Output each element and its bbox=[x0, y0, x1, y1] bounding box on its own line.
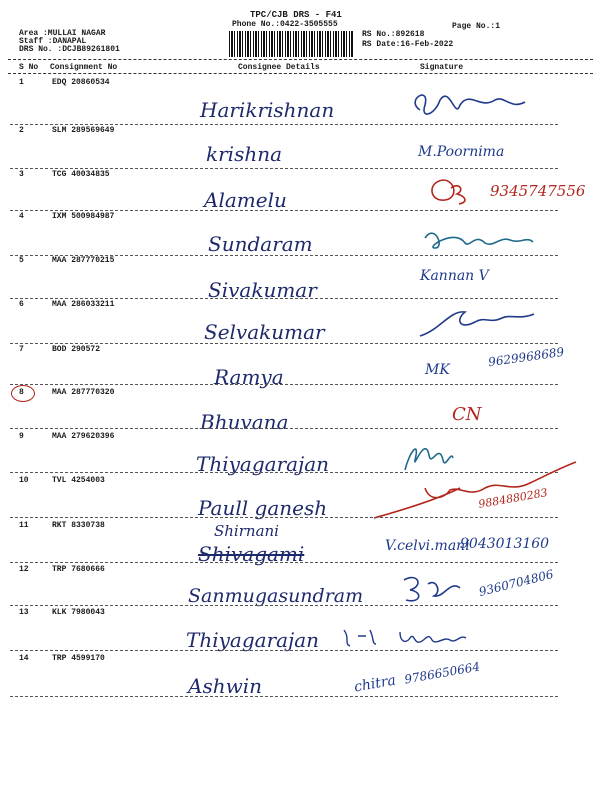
row-sno: 10 bbox=[19, 476, 29, 485]
row-sno: 6 bbox=[19, 300, 24, 309]
row-divider bbox=[10, 124, 558, 125]
row-sno: 13 bbox=[19, 608, 29, 617]
row-divider bbox=[10, 428, 558, 429]
signature-phone: 9043013160 bbox=[460, 536, 550, 552]
staff: Staff :DANAPAL bbox=[19, 37, 87, 46]
col-consignee: Consignee Details bbox=[238, 63, 320, 72]
row-divider bbox=[10, 650, 558, 651]
row-sno: 5 bbox=[19, 256, 24, 265]
row-divider bbox=[10, 517, 558, 518]
consignee-name: Thiyagarajan bbox=[186, 628, 320, 652]
row-divider bbox=[10, 696, 558, 697]
phone-number: Phone No.:0422-3505555 bbox=[232, 20, 338, 29]
consignee-name: Harikrishnan bbox=[200, 98, 335, 122]
row-divider bbox=[10, 210, 558, 211]
divider bbox=[8, 59, 593, 60]
consignee-name: Bhuvana bbox=[200, 410, 289, 434]
area: Area :MULLAI NAGAR bbox=[19, 29, 106, 38]
row-sno: 8 bbox=[19, 388, 24, 397]
row-sno: 1 bbox=[19, 78, 24, 87]
consignee-name: krishna bbox=[206, 142, 283, 166]
row-sno: 4 bbox=[19, 212, 24, 221]
page-number: Page No.:1 bbox=[452, 22, 501, 31]
signature-text: chitra bbox=[352, 672, 398, 696]
consignee-name: Thiyagarajan bbox=[196, 452, 330, 476]
row-consignment: MAA 286033211 bbox=[52, 300, 115, 309]
col-signature: Signature bbox=[420, 63, 464, 72]
rs-date: RS Date:16-Feb-2022 bbox=[362, 40, 454, 49]
row-consignment: BOD 290572 bbox=[52, 345, 101, 354]
consignee-name: Paull ganesh bbox=[198, 496, 328, 520]
row-divider bbox=[10, 298, 558, 299]
signature-text: M.Poornima bbox=[418, 144, 505, 160]
row-consignment: TRP 4599170 bbox=[52, 654, 105, 663]
row-sno: 7 bbox=[19, 345, 24, 354]
signature-phone: 9345747556 bbox=[490, 182, 586, 200]
row-consignment: RKT 8330738 bbox=[52, 521, 105, 530]
row-consignment: MAA 287770215 bbox=[52, 256, 115, 265]
barcode bbox=[229, 31, 353, 57]
row-consignment: TRP 7680666 bbox=[52, 565, 105, 574]
signature-scribble bbox=[400, 80, 530, 125]
consignee-name: Selvakumar bbox=[204, 320, 325, 344]
row-sno: 11 bbox=[19, 521, 29, 530]
row-consignment: TVL 4254003 bbox=[52, 476, 105, 485]
handwritten-correction: Shirnani bbox=[214, 522, 279, 540]
row-consignment: IXM 500984987 bbox=[52, 212, 115, 221]
rs-number: RS No.:892618 bbox=[362, 30, 425, 39]
consignee-name: Alamelu bbox=[204, 188, 287, 212]
signature-phone: 9786650664 bbox=[403, 659, 481, 687]
consignee-name: Ramya bbox=[214, 365, 284, 389]
row-consignment: EDQ 20860534 bbox=[52, 78, 110, 87]
row-divider bbox=[10, 384, 558, 385]
signature-text: Kannan V bbox=[420, 268, 489, 284]
signature-text: CN bbox=[452, 404, 482, 425]
row-sno: 14 bbox=[19, 654, 29, 663]
consignee-name: Shivagami bbox=[198, 542, 305, 566]
signature-phone: 9360704806 bbox=[477, 566, 555, 600]
col-consignment: Consignment No bbox=[50, 63, 118, 72]
signature-scribble bbox=[398, 570, 468, 606]
row-consignment: MAA 279620396 bbox=[52, 432, 115, 441]
signature-scribble bbox=[415, 218, 535, 254]
col-sno: S No bbox=[19, 63, 39, 72]
divider bbox=[8, 73, 593, 74]
row-sno: 3 bbox=[19, 170, 24, 179]
signature-scribble bbox=[425, 172, 475, 208]
row-divider bbox=[10, 605, 558, 606]
row-consignment: TCG 40034835 bbox=[52, 170, 110, 179]
row-divider bbox=[10, 168, 558, 169]
signature-text: V.celvi.mani bbox=[385, 538, 470, 554]
signature-phone: 9884880283 bbox=[477, 486, 549, 511]
signature-text: MK bbox=[425, 362, 450, 378]
signature-scribble bbox=[370, 458, 582, 524]
consignee-name: Sundaram bbox=[208, 232, 313, 256]
row-sno: 2 bbox=[19, 126, 24, 135]
signature-phone: 9629968689 bbox=[487, 344, 565, 370]
consignee-name: Ashwin bbox=[188, 674, 262, 698]
row-consignment: SLM 289569649 bbox=[52, 126, 115, 135]
row-sno: 12 bbox=[19, 565, 29, 574]
consignee-name: Sivakumar bbox=[208, 278, 317, 302]
sheet-title: TPC/CJB DRS - F41 bbox=[250, 10, 342, 20]
row-divider bbox=[10, 343, 558, 344]
row-consignment: MAA 287770320 bbox=[52, 388, 115, 397]
signature-scribble bbox=[340, 624, 470, 650]
consignee-name: Sanmugasundram bbox=[188, 585, 364, 607]
signature-scribble bbox=[410, 300, 540, 342]
drs-number: DRS No. :DCJB89261801 bbox=[19, 45, 120, 54]
row-divider bbox=[10, 562, 558, 563]
row-consignment: KLK 7980043 bbox=[52, 608, 105, 617]
row-sno: 9 bbox=[19, 432, 24, 441]
